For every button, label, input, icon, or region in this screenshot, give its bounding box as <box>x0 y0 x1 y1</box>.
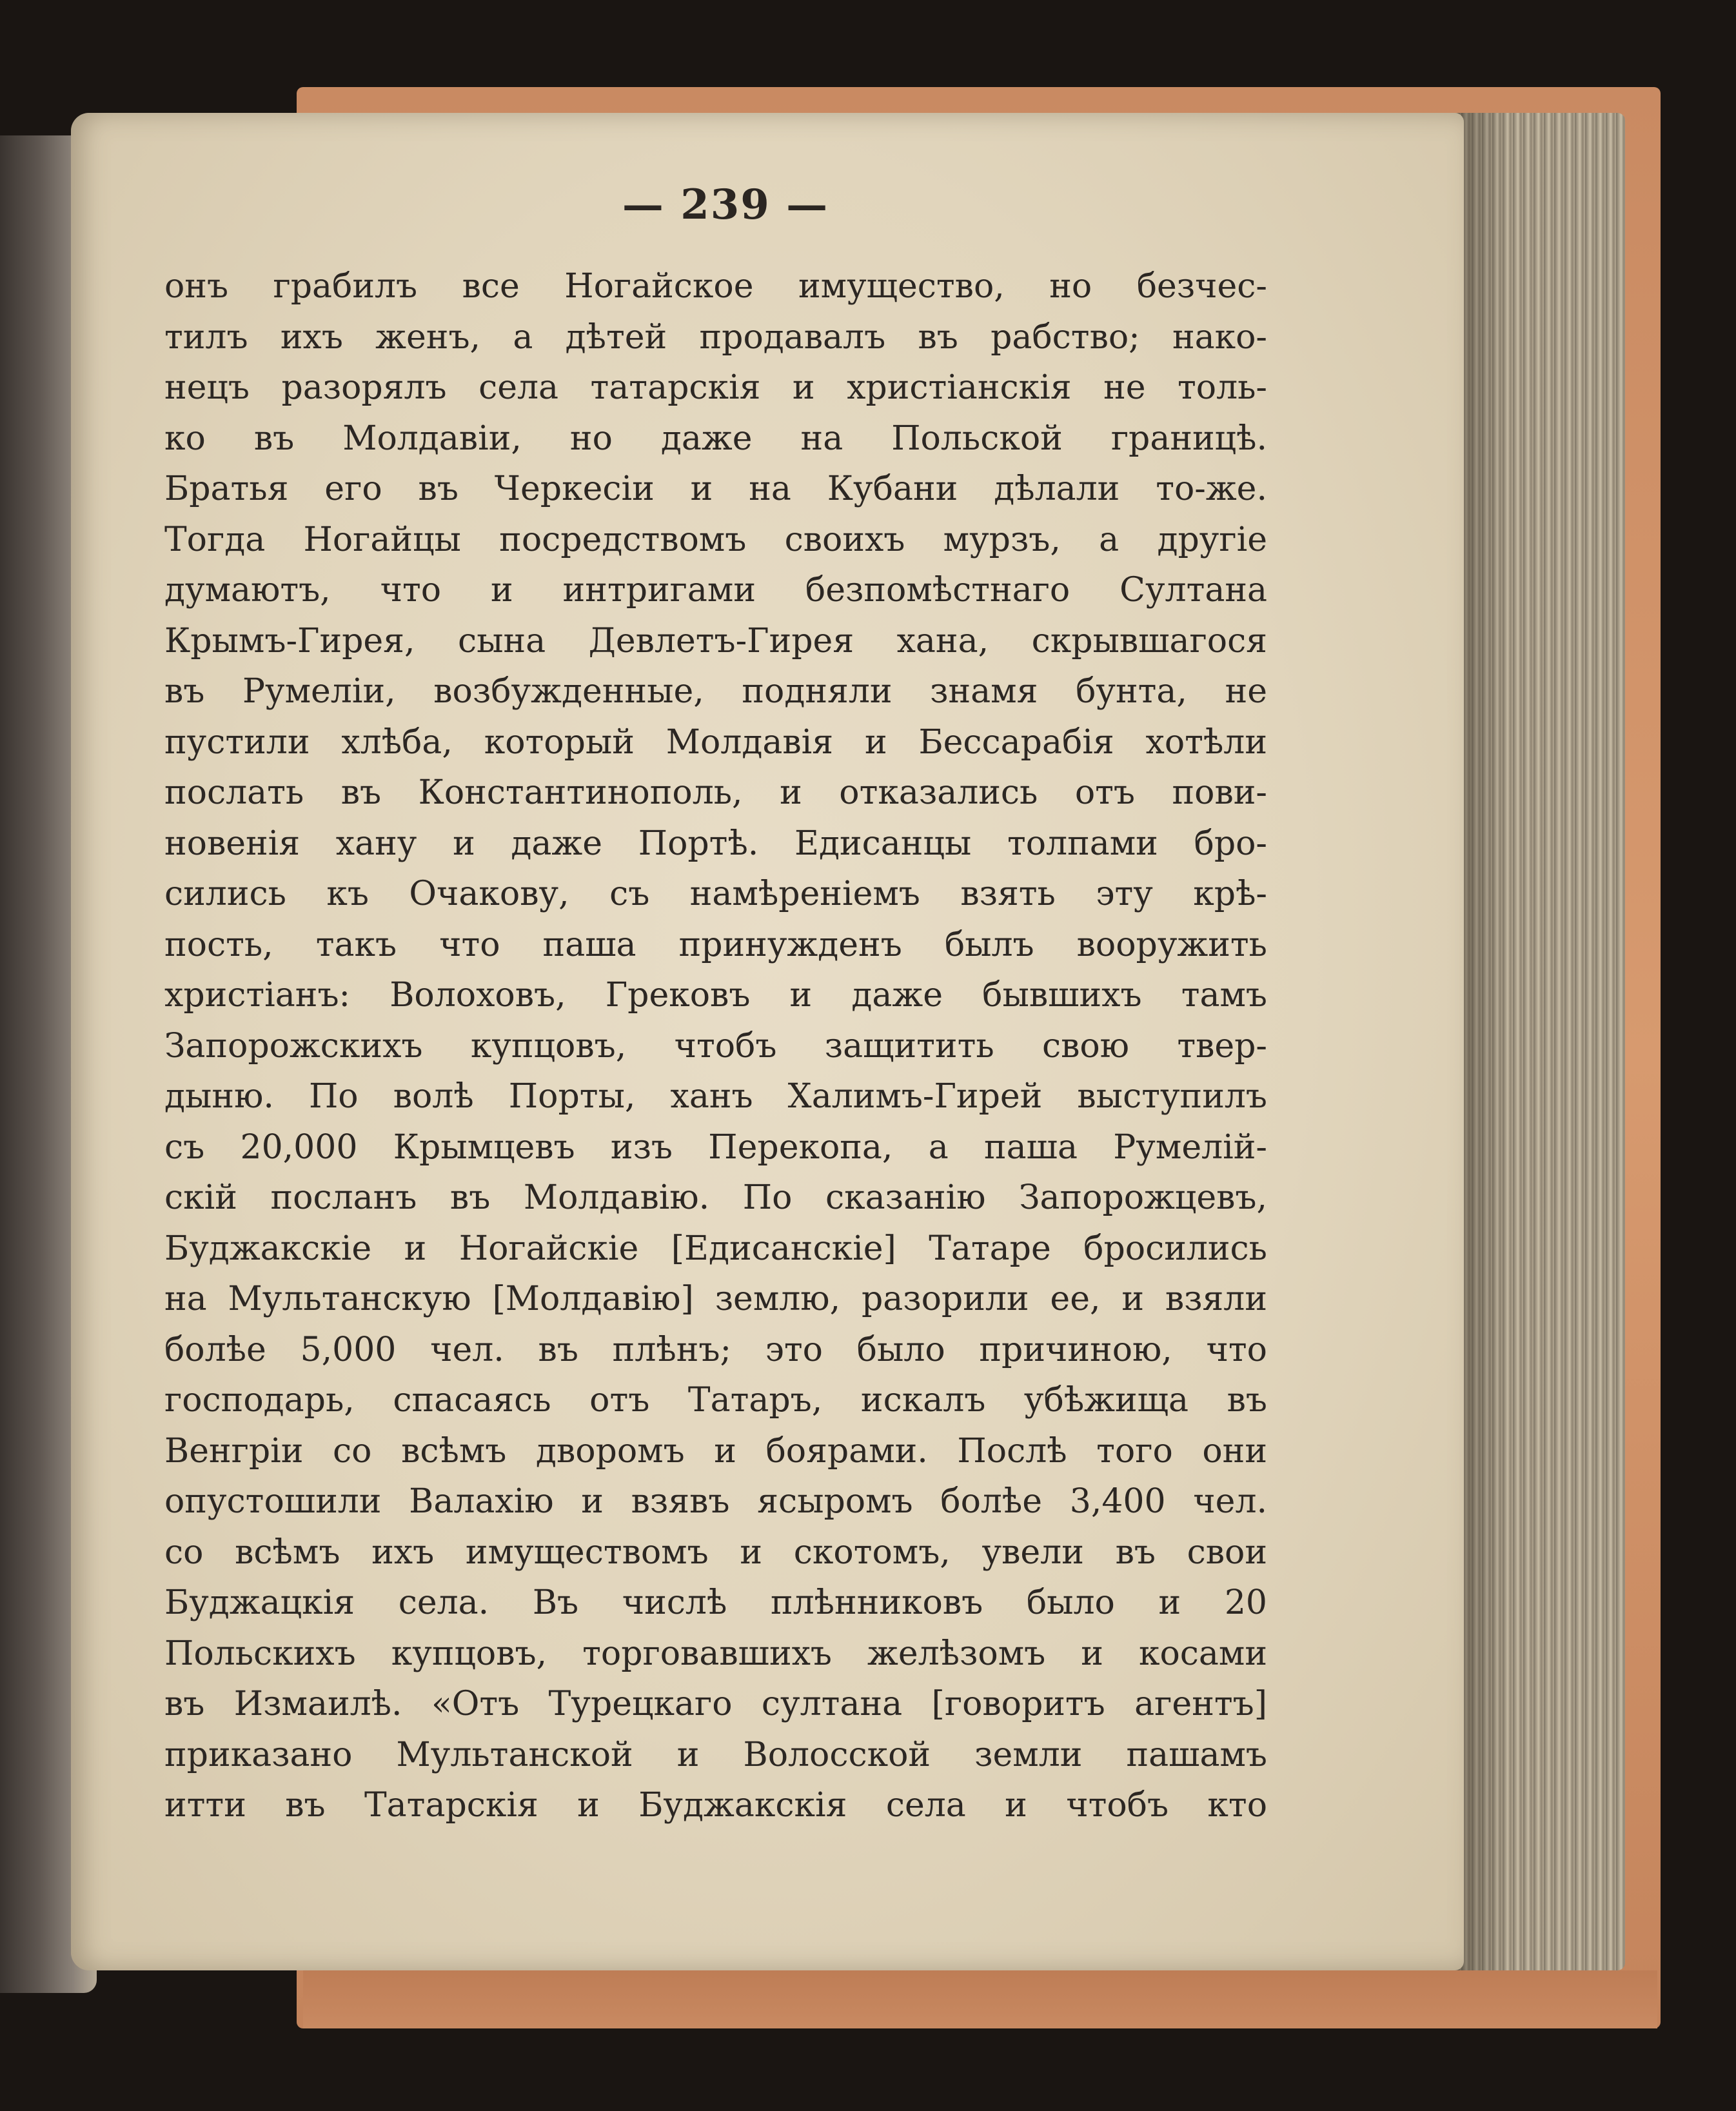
text-line: онъ грабилъ все Ногайское имущество, но безчес- <box>164 267 1267 306</box>
text-line: Братья его въ Черкесіи и на Кубани дѣлали то-же. <box>164 470 1267 508</box>
text-line: итти въ Татарскія и Буджакскія села и чтобъ кто <box>164 1786 1267 1825</box>
text-line: опустошили Валахію и взявъ ясыромъ болѣе 3,400 чел. <box>164 1482 1267 1521</box>
text-line: дыню. По волѣ Порты, ханъ Халимъ-Гирей выступилъ <box>164 1077 1267 1116</box>
text-line: скій посланъ въ Молдавію. По сказанію Запорожцевъ, <box>164 1178 1267 1217</box>
page-number: — 239 — <box>622 181 829 229</box>
text-line: на Мультанскую [Молдавію] землю, разорили ее, и взяли <box>164 1280 1267 1318</box>
text-line: со всѣмъ ихъ имуществомъ и скотомъ, увели въ свои <box>164 1532 1267 1572</box>
text-line: Польскихъ купцовъ, торговавшихъ желѣзомъ и косами <box>164 1634 1267 1673</box>
text-line: съ 20,000 Крымцевъ изъ Перекопа, а паша Румелій- <box>164 1127 1267 1167</box>
text-line: ко въ Молдавіи, но даже на Польской границѣ. <box>164 419 1267 458</box>
text-line: въ Румеліи, возбужденные, подняли знамя бунта, не <box>164 672 1267 711</box>
text-line: Буджацкія села. Въ числѣ плѣнниковъ было и 20 <box>164 1583 1267 1622</box>
text-line: новенія хану и даже Портѣ. Едисанцы толпами бро- <box>164 824 1267 863</box>
text-line: сились къ Очакову, съ намѣреніемъ взять эту крѣ- <box>164 875 1267 913</box>
text-line: болѣе 5,000 чел. въ плѣнъ; это было причиною, что <box>164 1330 1267 1369</box>
text-line: Запорожскихъ купцовъ, чтобъ защитить свою твер- <box>164 1026 1267 1065</box>
text-line: тилъ ихъ женъ, а дѣтей продавалъ въ рабство; нако- <box>164 317 1267 357</box>
text-line: приказано Мультанской и Волосской земли пашамъ <box>164 1735 1267 1774</box>
text-line: послать въ Константинополь, и отказались отъ пови- <box>164 773 1267 812</box>
cover-bottom-edge <box>303 1970 1657 2028</box>
text-line: пость, такъ что паша принужденъ былъ вооружить <box>164 925 1267 964</box>
text-line: пустили хлѣба, который Молдавія и Бессарабія хотѣли <box>164 722 1267 762</box>
text-line: нецъ разорялъ села татарскія и христіанскія не толь- <box>164 368 1267 407</box>
text-line: въ Измаилѣ. «Отъ Турецкаго султана [говоритъ агентъ] <box>164 1685 1267 1723</box>
text-line: Тогда Ногайцы посредствомъ своихъ мурзъ, а другіе <box>164 520 1267 559</box>
page-text <box>164 261 1267 1831</box>
text-line: Крымъ-Гирея, сына Девлетъ-Гирея хана, скрывшагося <box>164 621 1267 660</box>
text-line: Буджакскіе и Ногайскіе [Едисанскіе] Татаре бросились <box>164 1229 1267 1268</box>
text-line: господарь, спасаясь отъ Татаръ, искалъ убѣжища въ <box>164 1381 1267 1420</box>
text-line: думаютъ, что и интригами безпомѣстнаго Султана <box>164 571 1267 610</box>
text-line: христіанъ: Волоховъ, Грековъ и даже бывшихъ тамъ <box>164 976 1267 1015</box>
text-line: Венгріи со всѣмъ дворомъ и боярами. Послѣ того они <box>164 1431 1267 1471</box>
